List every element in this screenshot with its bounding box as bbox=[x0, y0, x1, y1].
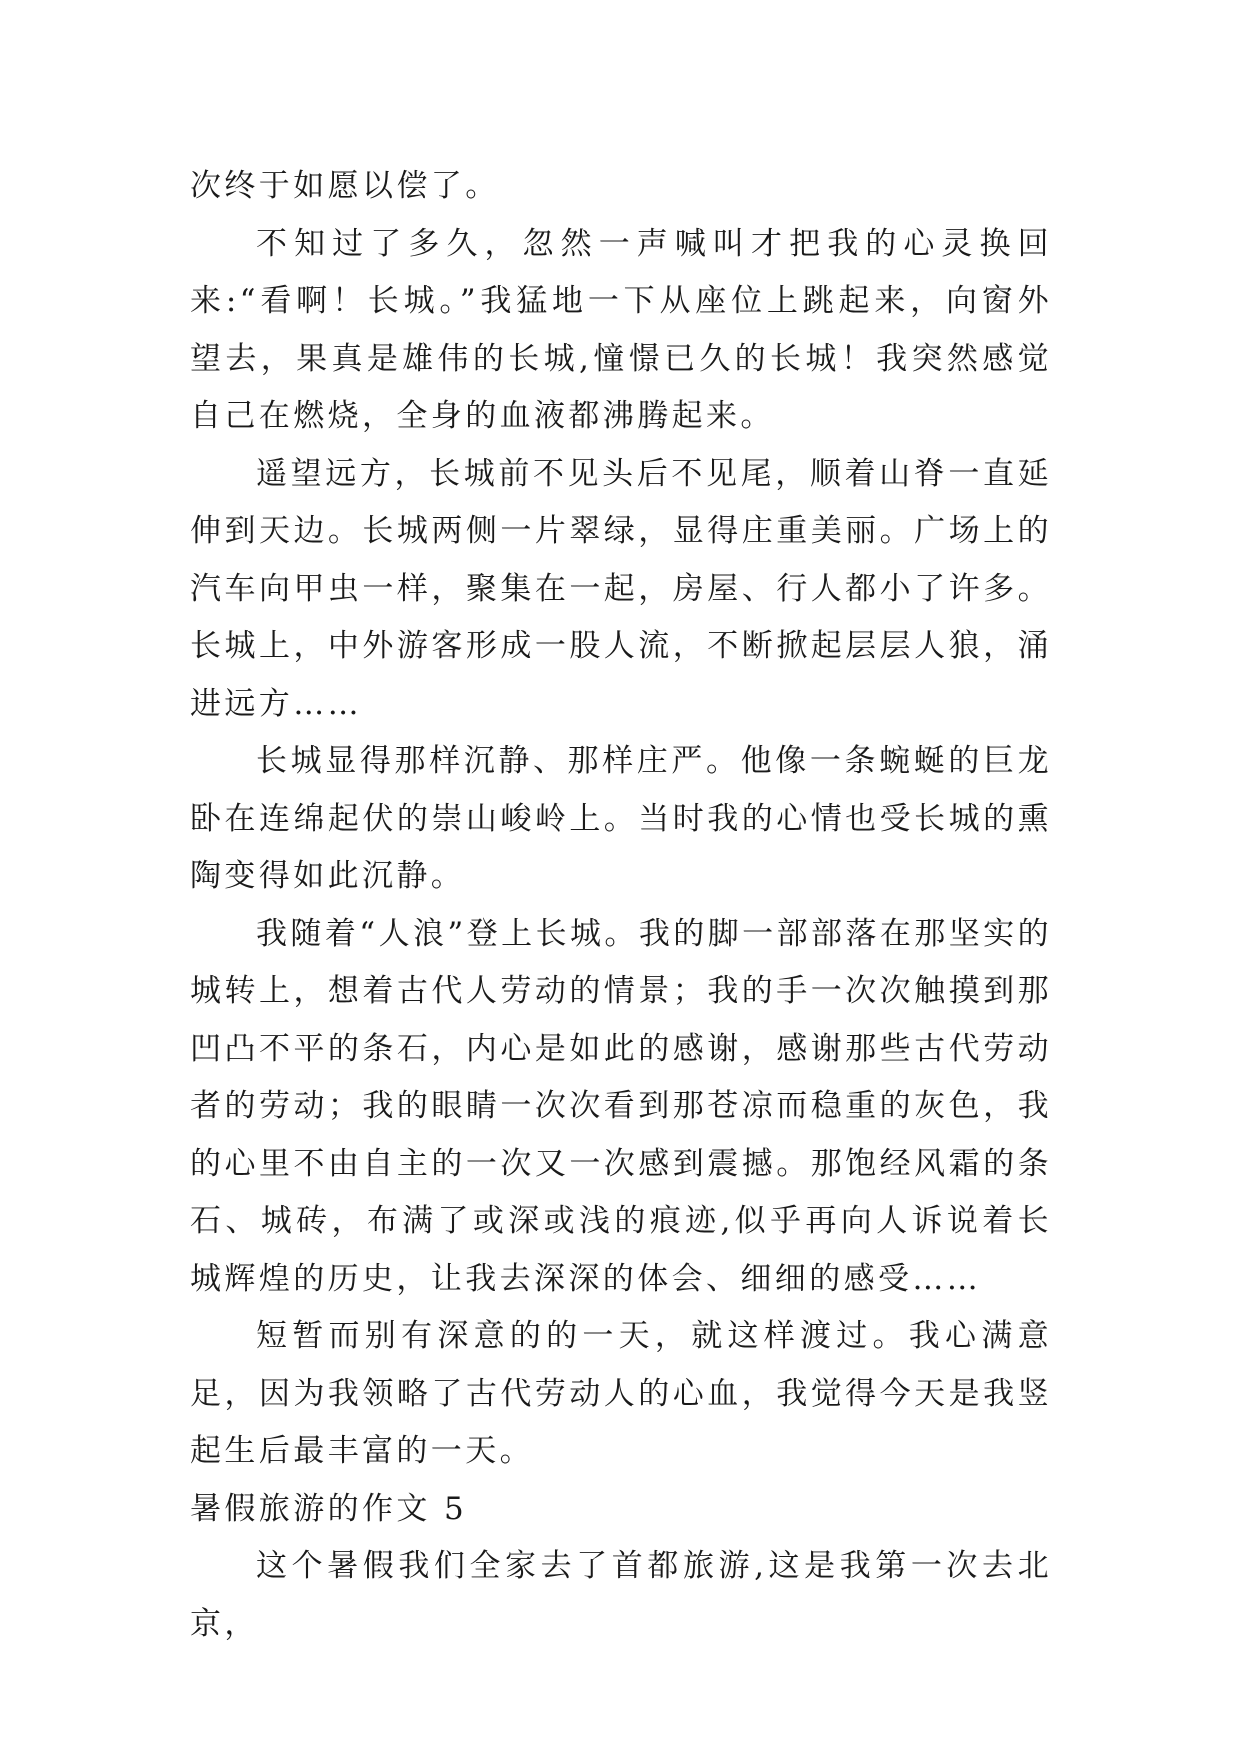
document-body bbox=[190, 158, 1052, 1653]
paragraph: 我随着“人浪”登上长城。我的脚一部部落在那坚实的城转上，想着古代人劳动的情景；我的手一次次触摸到那凹凸不平的条石，内心是如此的感谢，感谢那些古代劳动者的劳动；我的眼睛一次次看到那苍凉而稳重的灰色，我的心里不由自主的一次又一次感到震撼。那饱经风霜的条石、城砖，布满了或深或浅的痕迹,似乎再向人诉说着长城辉煌的历史，让我去深深的体会、细细的感受…… bbox=[190, 915, 1052, 1297]
paragraph: 遥望远方，长城前不见头后不见尾，顺着山脊一直延伸到天边。长城两侧一片翠绿，显得庄重美丽。广场上的汽车向甲虫一样，聚集在一起，房屋、行人都小了许多。长城上，中外游客形成一股人流，不断掀起层层人狼，涌进远方…… bbox=[190, 455, 1052, 722]
paragraph: 长城显得那样沉静、那样庄严。他像一条蜿蜒的巨龙卧在连绵起伏的崇山峻岭上。当时我的心情也受长城的熏陶变得如此沉静。 bbox=[190, 743, 1052, 894]
paragraph: 这个暑假我们全家去了首都旅游,这是我第一次去北京， bbox=[190, 1548, 1052, 1642]
paragraph: 次终于如愿以偿了。 bbox=[190, 168, 500, 204]
section-heading: 暑假旅游的作文 5 bbox=[190, 1490, 468, 1527]
paragraph: 不知过了多久，忽然一声喊叫才把我的心灵换回来:“看啊！长城。”我猛地一下从座位上跳起来，向窗外望去，果真是雄伟的长城,憧憬已久的长城！我突然感觉自己在燃烧，全身的血液都沸腾起来。 bbox=[190, 225, 1052, 434]
paragraph: 短暂而别有深意的的一天，就这样渡过。我心满意足，因为我领略了古代劳动人的心血，我觉得今天是我竖起生后最丰富的一天。 bbox=[190, 1318, 1052, 1469]
